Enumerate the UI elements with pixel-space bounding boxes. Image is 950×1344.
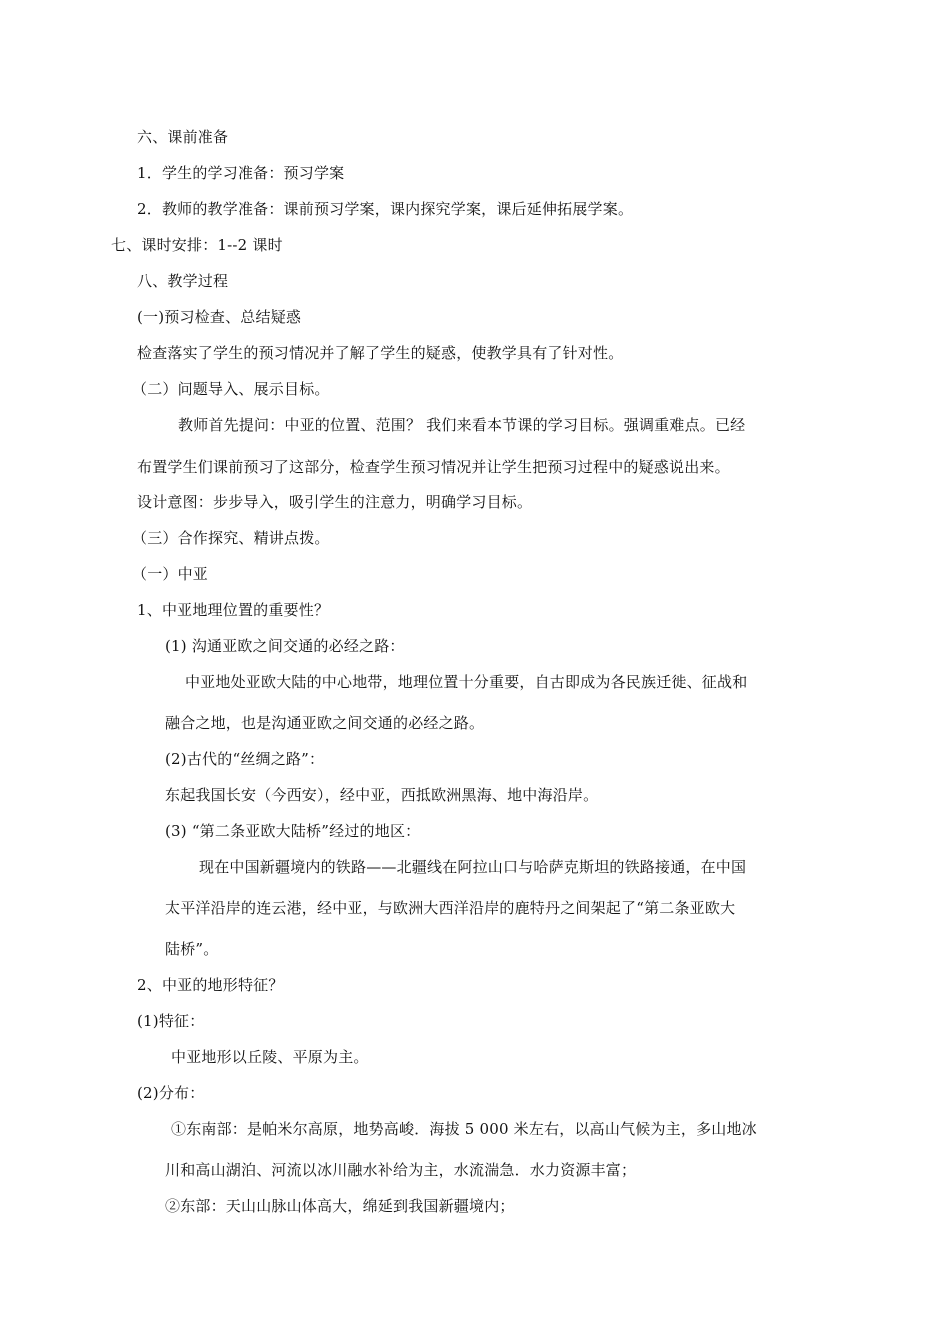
- subsection-heading: （二）问题导入、展示目标。: [132, 380, 330, 398]
- paragraph-line: 检查落实了学生的预习情况并了解了学生的疑惑，使教学具有了针对性。: [137, 344, 624, 362]
- paragraph-line: 川和高山湖泊、河流以冰川融水补给为主，水流湍急．水力资源丰富；: [165, 1161, 637, 1179]
- list-item: (2)分布：: [137, 1084, 205, 1102]
- paragraph-line: 中亚地形以丘陵、平原为主。: [171, 1048, 369, 1066]
- paragraph-line: ②东部：天山山脉山体高大，绵延到我国新疆境内；: [165, 1197, 515, 1215]
- list-item: (2)古代的“丝绸之路”：: [165, 750, 325, 768]
- paragraph-line: 布置学生们课前预习了这部分，检查学生预习情况并让学生把预习过程中的疑惑说出来。: [137, 458, 730, 476]
- paragraph-line: 中亚地处亚欧大陆的中心地带，地理位置十分重要，自古即成为各民族迁徙、征战和: [185, 673, 748, 691]
- paragraph-line: 东起我国长安（今西安），经中亚，西抵欧洲黑海、地中海沿岸。: [165, 786, 599, 804]
- subsection-heading: (一)预习检查、总结疑惑: [137, 308, 302, 326]
- paragraph-line: 设计意图：步步导入，吸引学生的注意力，明确学习目标。: [137, 493, 533, 511]
- question-heading: 1、中亚地理位置的重要性？: [137, 601, 330, 619]
- section-heading: 八、教学过程: [137, 272, 229, 290]
- list-item: (1) 沟通亚欧之间交通的必经之路：: [165, 637, 405, 655]
- subsection-heading: （一）中亚: [132, 565, 209, 583]
- paragraph-line: 现在中国新疆境内的铁路——北疆线在阿拉山口与哈萨克斯坦的铁路接通，在中国: [199, 858, 747, 876]
- paragraph-line: 太平洋沿岸的连云港，经中亚，与欧洲大西洋沿岸的鹿特丹之间架起了“第二条亚欧大: [165, 899, 736, 917]
- section-heading: 六、课前准备: [137, 128, 229, 146]
- list-item: (1)特征：: [137, 1012, 205, 1030]
- list-item: (3) “第二条亚欧大陆桥”经过的地区：: [165, 822, 421, 840]
- question-heading: 2、中亚的地形特征？: [137, 976, 284, 994]
- paragraph-line: 教师首先提问：中亚的位置、范围？ 我们来看本节课的学习目标。强调重难点。已经: [178, 416, 746, 434]
- list-item: 2．教师的教学准备：课前预习学案，课内探究学案，课后延伸拓展学案。: [137, 200, 634, 218]
- paragraph-line: 融合之地，也是沟通亚欧之间交通的必经之路。: [165, 714, 485, 732]
- subsection-heading: （三）合作探究、精讲点拨。: [132, 529, 330, 547]
- paragraph-line: 陆桥”。: [165, 940, 219, 958]
- paragraph-line: ①东南部：是帕米尔高原，地势高峻．海拔 5 000 米左右，以高山气候为主，多山地冰: [171, 1120, 757, 1138]
- list-item: 1．学生的学习准备：预习学案: [137, 164, 345, 182]
- section-heading: 七、课时安排：1--2 课时: [111, 236, 283, 254]
